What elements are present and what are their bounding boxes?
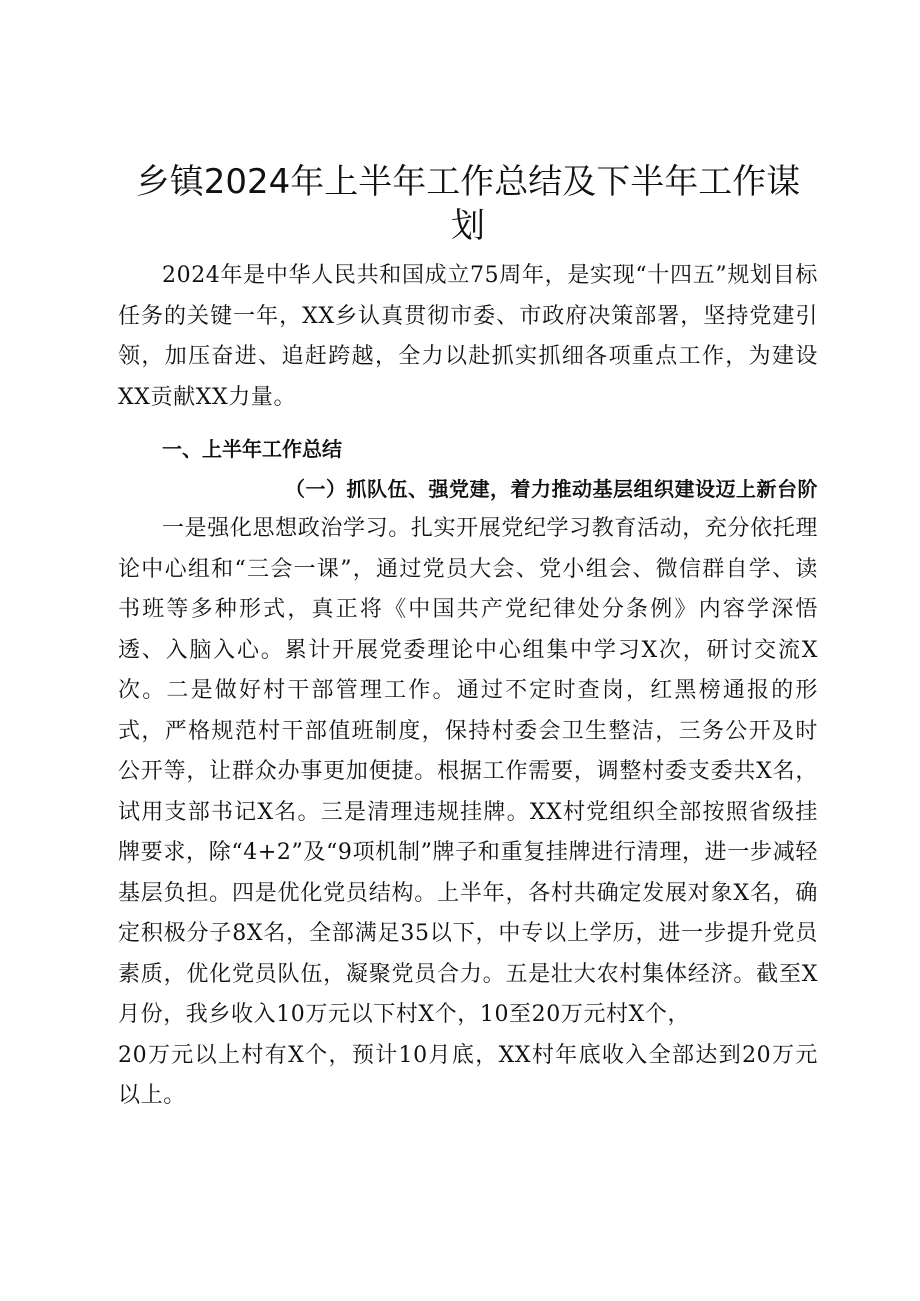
document-title: 乡镇2024年上半年工作总结及下半年工作谋划 xyxy=(135,162,801,246)
section-heading: 一、上半年工作总结 xyxy=(162,437,342,461)
subsection-heading: （一）抓队伍、强党建，着力推动基层组织建设迈上新台阶 xyxy=(285,477,818,501)
continuation-paragraph: 20万元以上村有X个，预计10月底，XX村年底收入全部达到20万元以上。 xyxy=(118,1042,818,1108)
spacer xyxy=(118,418,818,422)
intro-paragraph: 2024年是中华人民共和国成立75周年，是实现“十四五”规划目标任务的关键一年，XX乡认真贯彻市委、市政府决策部署，坚持党建引领，加压奋进、追赶跨越，全力以赴抓实抓细各项重点工作，为建设XX贡献XX力量。 xyxy=(118,263,818,410)
body-paragraph: 一是强化思想政治学习。扎实开展党纪学习教育活动，充分依托理论中心组和“三会一课”，通过党员大会、党小组会、微信群自学、读书班等多种形式，真正将《中国共产党纪律处分条例》内容学深悟透、入脑入心。累计开展党委理论中心组集中学习X次，研讨交流X次。二是做好村干部管理工作。通过不定时查岗，红黑榜通报的形式，严格规范村干部值班制度，保持村委会卫生整洁，三务公开及时公开等，让群众办事更加便捷。根据工作需要，调整村委支委共X名，试用支部书记X名。三是清理违规挂牌。XX村党组织全部按照省级挂牌要求，除“4+2”及“9项机制”牌子和重复挂牌进行清理，进一步减轻基层负担。四是优化党员结构。上半年，各村共确定发展对象X名，确定积极分子8X名，全部满足35以下，中专以上学历，进一步提升党员素质，优化党员队伍，凝聚党员合力。五是壮大农村集体经济。截至X月份，我乡收入10万元以下村X个，10至20万元村X个， xyxy=(118,516,818,1027)
